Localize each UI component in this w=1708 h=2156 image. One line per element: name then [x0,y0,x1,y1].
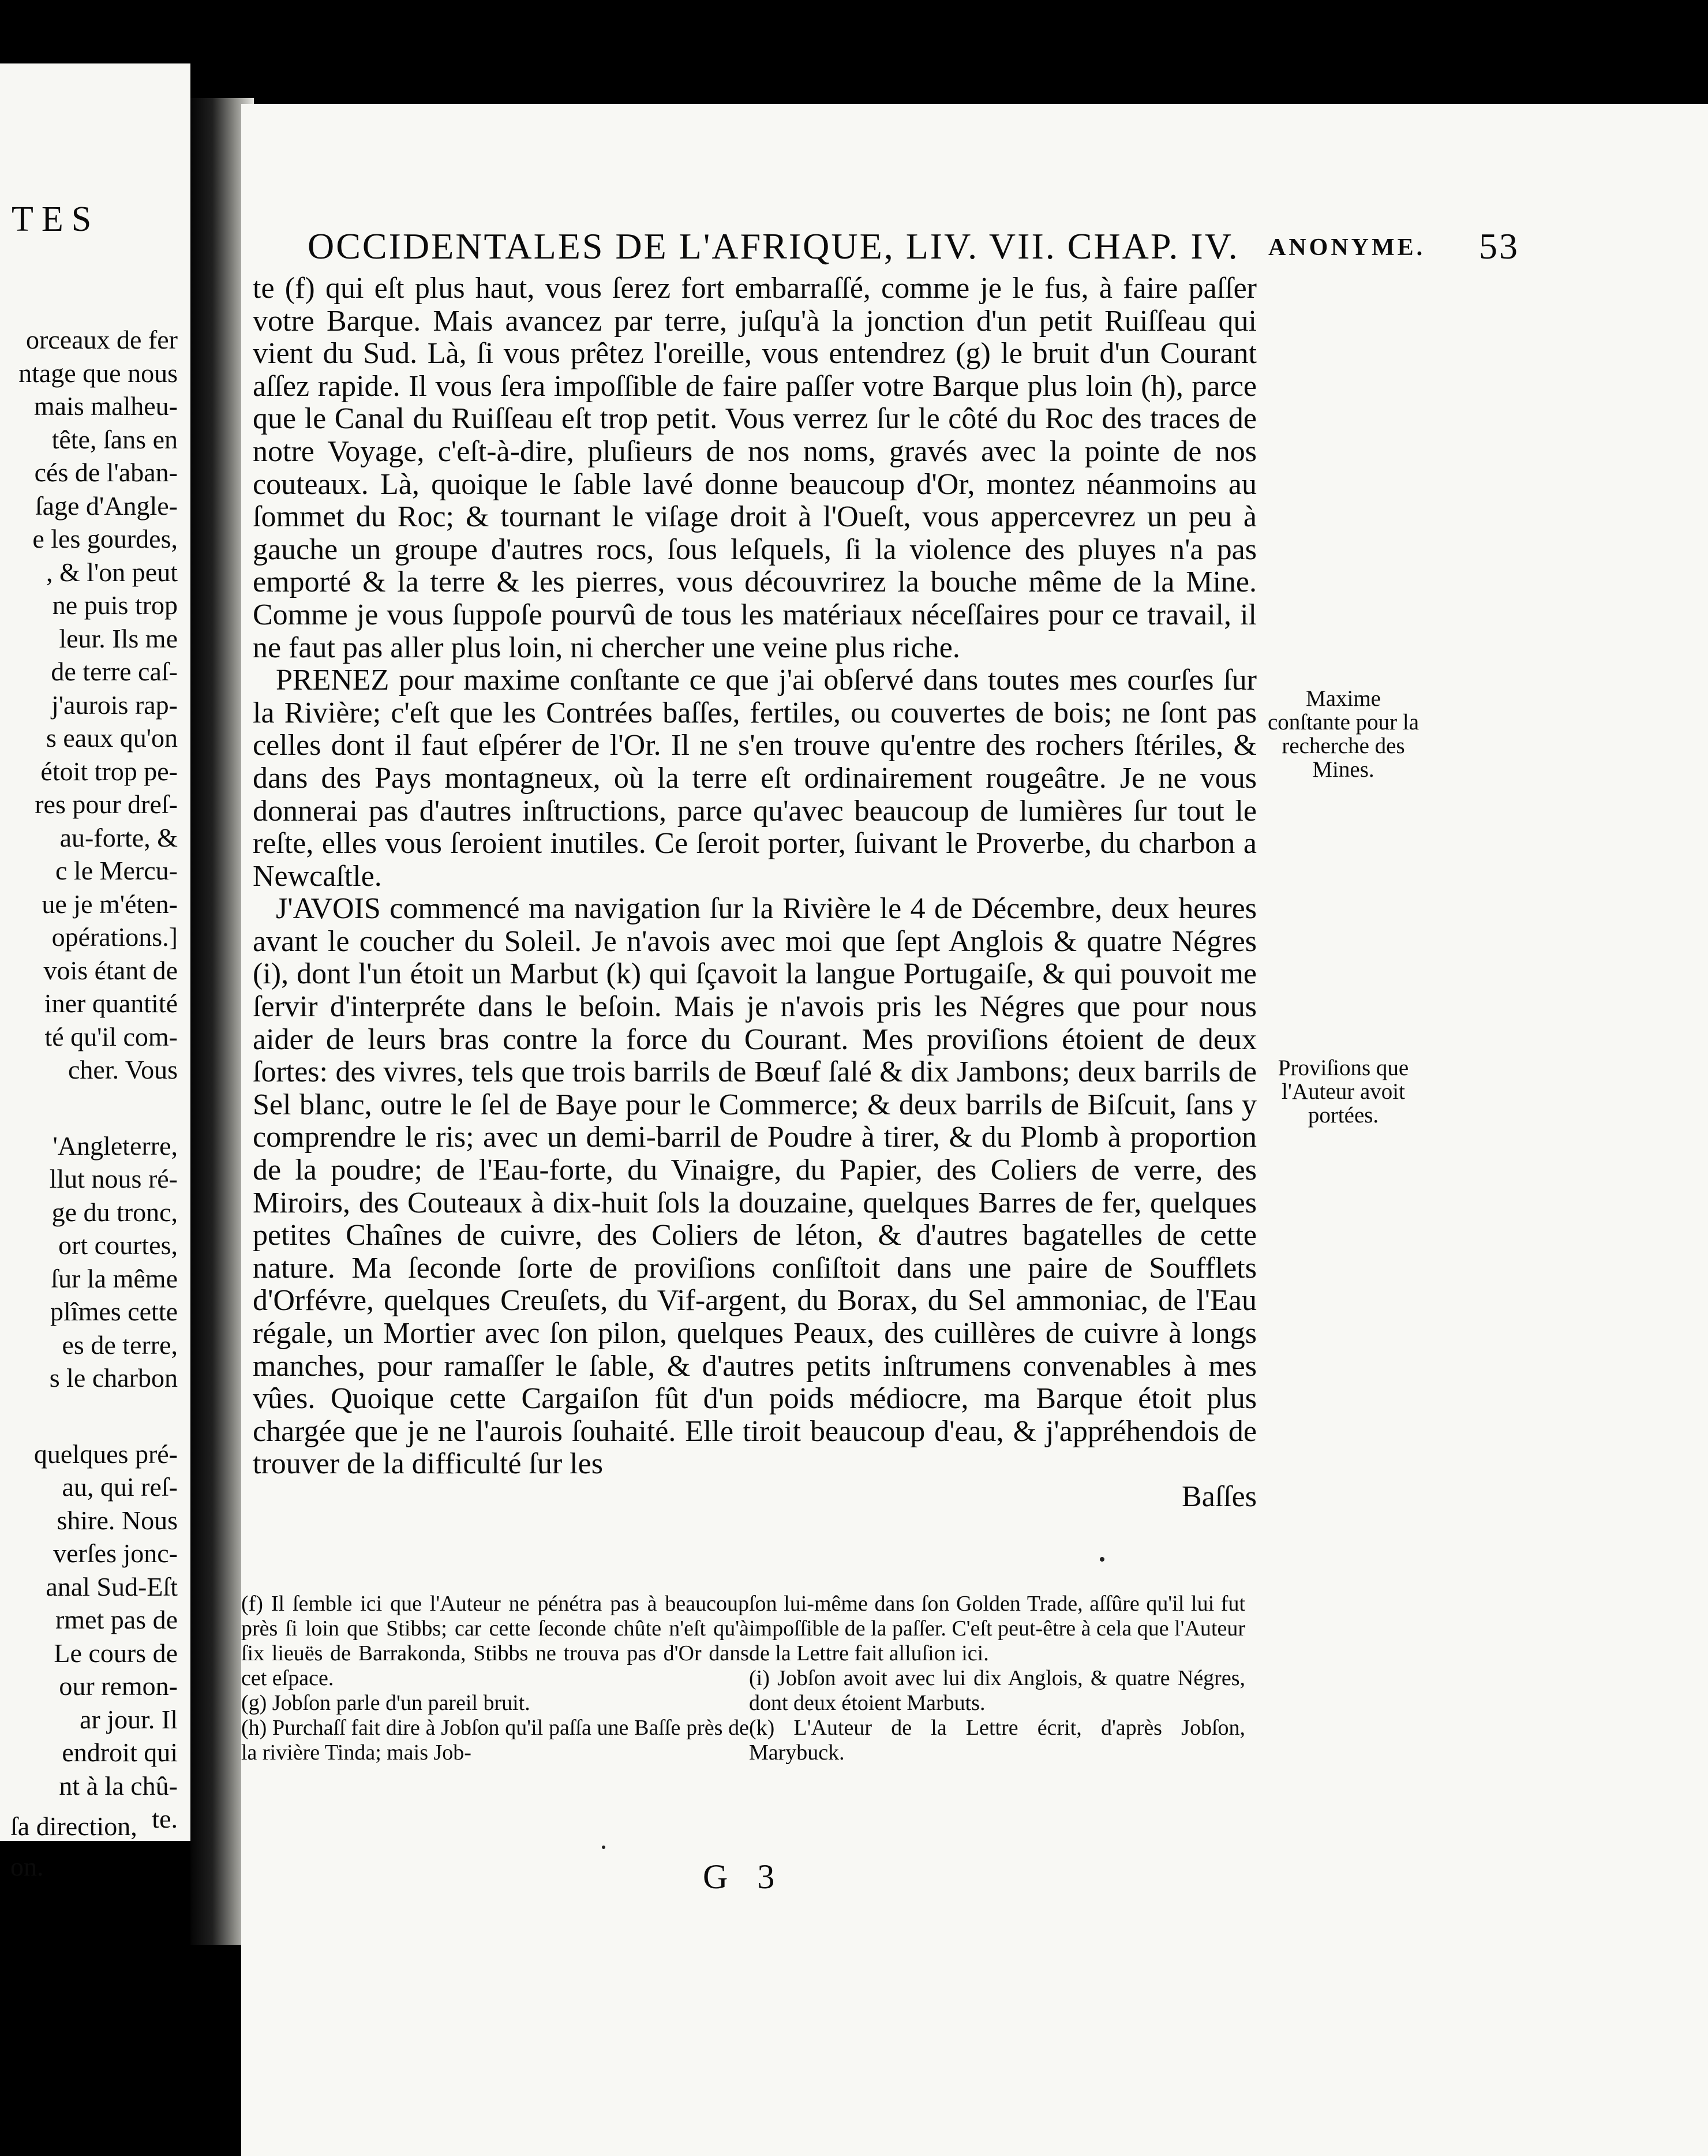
footnotes-left-column [241,1592,749,1765]
left-page-tail-line: ſa direction, [10,1811,137,1841]
left-page-tail-line: on. [10,1852,44,1881]
main-text [253,272,1257,1514]
left-page-line: endroit qui [62,1738,178,1767]
left-page-line: orceaux de fer [25,325,178,354]
left-page-line: ue je m'éten- [42,889,178,919]
left-page-line: plîmes cette [50,1297,178,1326]
left-page-line: shire. Nous [57,1505,178,1535]
left-page-line: s eaux qu'on [46,723,178,753]
catchword: Baſſes [1182,1480,1257,1513]
left-page-line: c le Mercu- [55,856,178,885]
footnote-k: (k) L'Auteur de la Lettre écrit, d'après Jobſon, Marybuck. [749,1716,1245,1765]
margin-author-label: ANONYME. [1268,234,1426,261]
left-page-line: opérations.] [51,922,178,952]
left-page-line: de terre caſ- [51,657,178,686]
left-page-line: ſage d'Angle- [35,491,178,521]
left-page-line: quelques pré- [33,1439,178,1469]
left-page-line: vois étant de [43,955,178,985]
left-page-line: cés de l'aban- [34,458,178,487]
footnote-i: (i) Jobſon avoit avec lui dix Anglois, & quatre Négres, dont deux étoient Marbuts. [749,1666,1245,1715]
left-page-line: s le charbon [49,1363,178,1393]
left-page-footnote-fragment [10,1806,137,1887]
left-page-line: verſes jonc- [53,1539,178,1568]
left-page-line: mais malheu- [33,391,178,421]
paragraph-3: J'AVOIS commencé ma navigation ſur la Rivière le 4 de Décembre, deux heures avant le coucher du Soleil. Je n'avois avec moi que ſept Anglois & quatre Négres (i), dont l'un étoit un Marbut (k) qui ſçavoit la langue Portugaiſe, & qui pouvoit me ſervir d'interpréte dans le beſoin. Mais je n'avois pris les Négres que pour nous aider de leurs bras contre la force du Courant. Mes proviſions étoient de deux ſortes: des vivres, tels que trois barrils de Bœuf ſalé & dix Jambons; deux barrils de Sel blanc, outre le ſel de Baye pour le Commerce; & deux barrils de Biſcuit, ſans y comprendre le ris; avec un demi-barril de Poudre à tirer, & du Plomb à proportion de la poudre; de l'Eau-forte, du Vinaigre, du Papier, des Coliers de verre, des Miroirs, des Couteaux à dix-huit ſols la douzaine, quelques Barres de fer, quelques petites Chaînes de cuivre, des Coliers de léton, & d'autres bagatelles de cette nature. Ma ſeconde ſorte de proviſions conſiſtoit dans une paire de Soufflets d'Orfévre, quelques Creuſets, du Vif-argent, du Borax, du Sel ammoniac, de l'Eau régale, un Mortier avec ſon pilon, quelques Peaux, des cuillères de cuivre à longs manches, pour ramaſſer le ſable, & d'autres petits inſtrumens convenables à mes vûes. Quoique cette Cargaiſon fût d'un poids médiocre, ma Barque étoit plus chargée que je ne l'aurois ſouhaité. Elle tiroit beaucoup d'eau, & j'appréhendois de trouver de la difficulté ſur les [253,892,1257,1481]
left-page-line: 'Angleterre, [53,1131,178,1161]
footnote-h: (h) Purchaſſ fait dire à Jobſon qu'il paſſa une Baſſe près de la rivière Tinda; mais Job- [241,1716,749,1765]
left-page-gap [0,1395,178,1438]
left-page-line: té qu'il com- [44,1021,178,1051]
left-page-line: our remon- [59,1671,178,1701]
left-page [0,63,190,1881]
side-note-provisions: Proviſions que l'Auteur avoit portées. [1278,1055,1409,1128]
footnote-g: (g) Jobſon parle d'un pareil bruit. [241,1691,530,1715]
left-page-line: llut nous ré- [49,1164,178,1193]
left-page-gap [0,1087,178,1129]
paragraph-2: PRENEZ pour maxime conſtante ce que j'ai obſervé dans toutes mes courſes ſur la Rivière; c'eſt que les Contrées baſſes, fertiles, ou couvertes de bois; ne ſont pas celles dont il faut eſpérer de l'Or. Il ne s'en trouve qu'entre des rochers ſtériles, & dans des Pays montagneux, où la terre eſt ordinairement rougeâtre. Je ne vous donnerai pas d'autres inſtructions, parce qu'avec beaucoup de lumières ſur tout le reſte, elles vous ſeroient inutiles. Ce ſeroit porter, ſuivant le Proverbe, du charbon a Newcaſtle. [253,664,1257,893]
running-title: OCCIDENTALES DE L'AFRIQUE, LIV. VII. CHAP. IV. [308,226,1239,267]
left-page-line: ntage que nous [18,358,178,388]
footnote-f: (f) Il ſemble ici que l'Auteur ne pénétra pas à beaucoup près ſi loin que Stibbs; car cette ſeconde chûte n'eſt qu'à ſix lieuës de Barrakonda, Stibbs ne trouva pas d'Or dans cet eſpace. [241,1592,749,1690]
left-page-line: Le cours de [54,1638,178,1668]
left-running-header: TES [12,200,100,239]
left-page-text [0,323,178,1836]
left-page-line: te. [152,1804,178,1833]
left-page-line: j'aurois rap- [51,690,178,720]
left-page-line: rmet pas de [55,1605,178,1634]
footnote-h-continued: ſon lui-même dans ſon Golden Trade, aſſûre qu'il lui fut impoſſible de la paſſer. C'eſt peut-être à cela que l'Auteur de la Lettre fait alluſion ici. [749,1592,1245,1665]
page-number: 53 [1479,226,1519,267]
left-page-line: anal Sud-Eſt [46,1571,178,1601]
paragraph-1: te (f) qui eſt plus haut, vous ſerez fort embarraſſé, comme je le fus, à faire paſſer votre Barque. Mais avancez par terre, juſqu'à la jonction d'un petit Ruiſſeau qui vient du Sud. Là, ſi vous prêtez l'oreille, vous entendrez (g) le bruit d'un Courant aſſez rapide. Il vous ſera impoſſible de faire paſſer votre Barque plus loin (h), parce que le Canal du Ruiſſeau eſt trop petit. Vous verrez ſur le côté du Roc des traces de notre Voyage, c'eſt-à-dire, pluſieurs de nos noms, gravés avec la pointe de nos couteaux. Là, quoique le ſable lavé donne beaucoup d'Or, montez néanmoins au ſommet du Roc; & tournant le viſage droit à l'Oueſt, vous appercevrez un peu à gauche un groupe d'autres rocs, ſous leſquels, ſi la violence des pluyes n'a pas emporté & la terre & les pierres, vous découvrirez la bouche même de la Mine. Comme je vous ſuppoſe pourvû de tous les matériaux néceſſaires pour ce travail, il ne faut pas aller plus loin, ni chercher une veine plus riche. [253,272,1257,664]
signature-mark: G 3 [703,1858,785,1896]
right-page [241,104,1708,2156]
left-page-line: , & l'on peut [46,557,178,587]
left-page-line: ne puis trop [52,590,178,620]
left-page-line: ort courtes, [58,1230,178,1260]
left-page-line: ge du tronc, [51,1197,178,1227]
left-page-line: iner quantité [44,989,178,1018]
left-page-line: tête, ſans en [51,424,178,454]
left-page-line: au, qui reſ- [62,1472,178,1502]
left-page-line: au-forte, & [59,822,178,852]
left-page-line: ſur la même [51,1263,178,1293]
left-page-line: ar jour. Il [80,1704,178,1734]
left-page-line: res pour dreſ- [35,789,178,819]
left-page-line: étoit trop pe- [40,756,178,786]
left-page-line: e les gourdes, [32,524,178,553]
ink-speck [1100,1557,1104,1562]
left-page-line: leur. Ils me [59,623,178,653]
side-note-maxime: Maxime conſtante pour la recherche des Mines. [1267,686,1419,782]
left-page-line: es de terre, [62,1330,178,1360]
left-page-line: cher. Vous [68,1055,178,1084]
left-page-line: nt à la chû- [59,1771,178,1801]
footnotes-right-column [749,1592,1245,1765]
ink-speck [602,1846,605,1849]
